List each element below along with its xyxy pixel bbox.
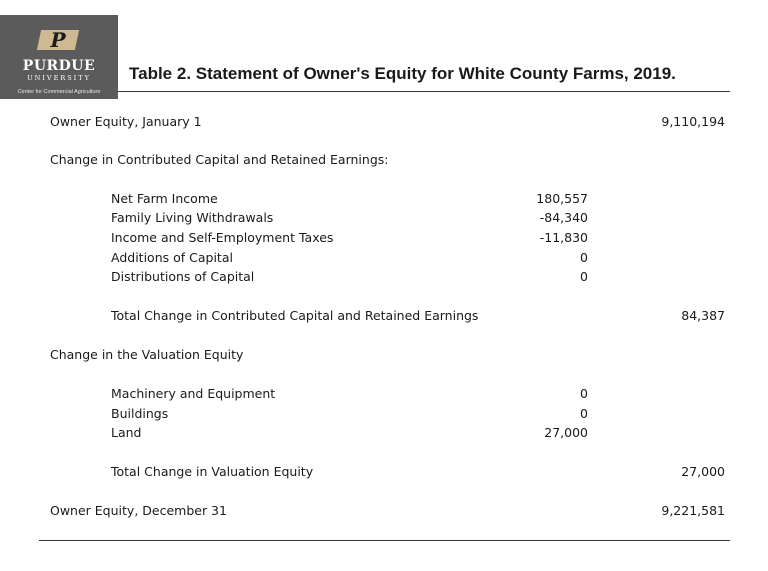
row-buildings (0, 405, 768, 423)
row-total-value: 84,387 (681, 308, 725, 323)
row-label: Buildings (111, 406, 169, 421)
row-total-value: 27,000 (681, 464, 725, 479)
row-net-farm-income (0, 190, 768, 208)
row-detail-value: 0 (580, 406, 588, 421)
bottom-rule (39, 540, 730, 541)
row-total-value: 9,110,194 (661, 114, 725, 129)
row-detail-value: 180,557 (536, 191, 588, 206)
table-title: Table 2. Statement of Owner's Equity for White County Farms, 2019. (129, 64, 676, 83)
row-detail-value: 0 (580, 386, 588, 401)
row-owner-equity-dec (0, 502, 768, 520)
row-land (0, 424, 768, 442)
row-detail-value: -11,830 (539, 230, 588, 245)
row-detail-value: 0 (580, 269, 588, 284)
row-machinery (0, 385, 768, 403)
row-label: Owner Equity, December 31 (50, 503, 227, 518)
row-additions-capital (0, 249, 768, 267)
row-taxes (0, 229, 768, 247)
row-label: Additions of Capital (111, 250, 233, 265)
row-total-valuation (0, 463, 768, 481)
row-label: Family Living Withdrawals (111, 210, 274, 225)
row-detail-value: -84,340 (539, 210, 588, 225)
row-label: Total Change in Valuation Equity (111, 464, 314, 479)
row-owner-equity-jan (0, 113, 768, 131)
row-label: Change in Contributed Capital and Retained Earnings: (50, 152, 389, 167)
row-total-value: 9,221,581 (661, 503, 725, 518)
title-underline (118, 91, 730, 92)
row-distributions-capital (0, 268, 768, 286)
logo-department: Center for Commercial Agriculture (17, 89, 101, 95)
row-family-living (0, 209, 768, 227)
row-total-contributed (0, 307, 768, 325)
row-label: Owner Equity, January 1 (50, 114, 202, 129)
row-detail-value: 0 (580, 250, 588, 265)
row-label: Income and Self-Employment Taxes (111, 230, 334, 245)
row-detail-value: 27,000 (544, 425, 588, 440)
row-label: Total Change in Contributed Capital and Retained Earnings (111, 308, 479, 323)
purdue-p-icon: P (37, 30, 79, 50)
row-label: Machinery and Equipment (111, 386, 276, 401)
row-label: Change in the Valuation Equity (50, 347, 244, 362)
row-section-contributed (0, 151, 768, 169)
row-section-valuation (0, 346, 768, 364)
row-label: Net Farm Income (111, 191, 218, 206)
row-label: Distributions of Capital (111, 269, 255, 284)
purdue-logo (0, 15, 118, 99)
logo-subname: UNIVERSITY (27, 74, 91, 82)
row-label: Land (111, 425, 142, 440)
logo-name: PURDUE (22, 58, 96, 74)
